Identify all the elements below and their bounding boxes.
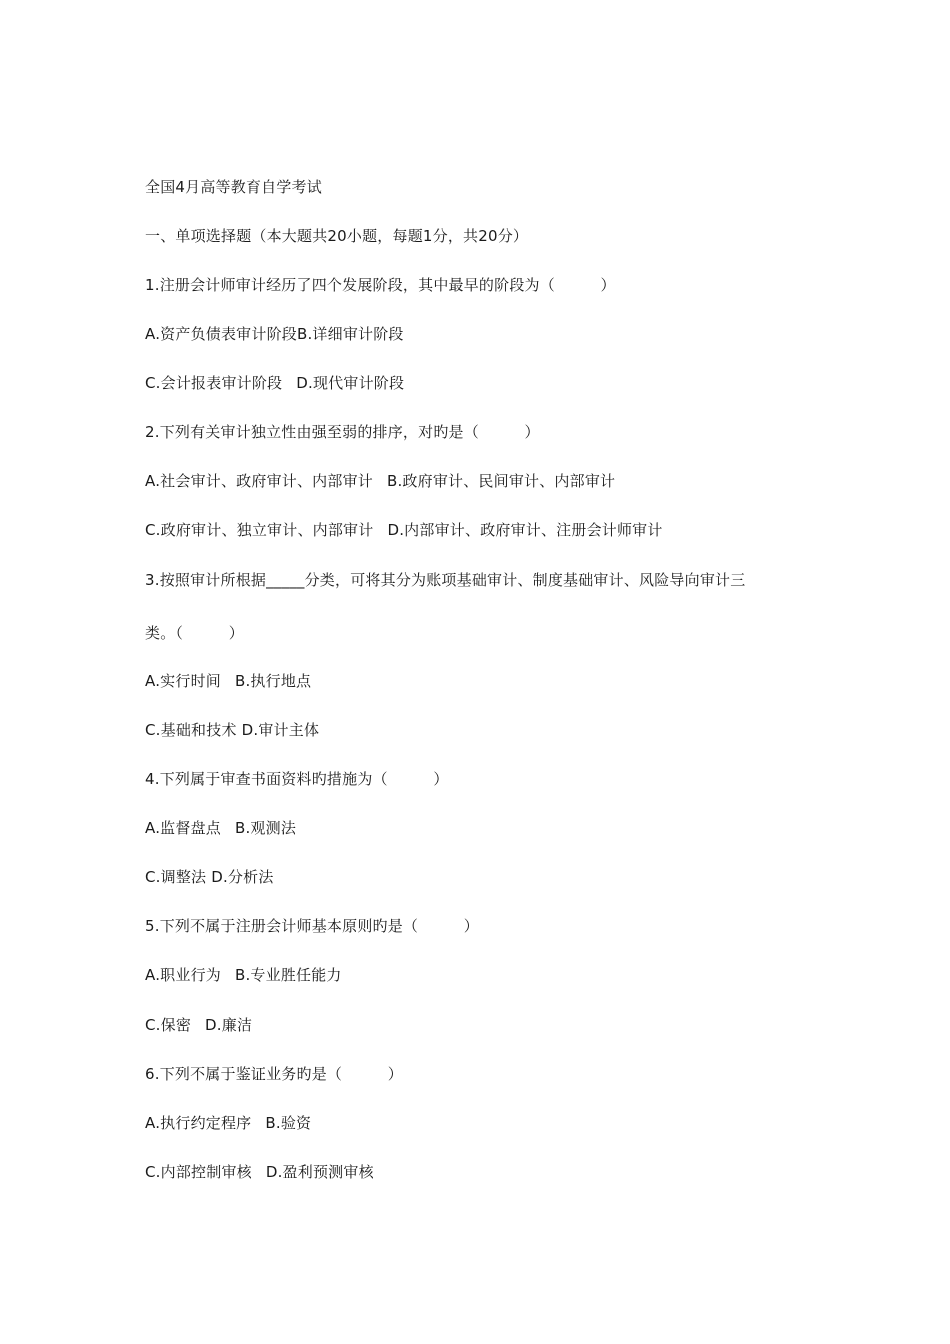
question-1-option-c: C.会计报表审计阶段 <box>145 374 283 392</box>
question-3-option-d: D.审计主体 <box>241 721 320 739</box>
question-4-options-row-2 <box>145 867 870 887</box>
question-1-options-row-1 <box>145 324 870 344</box>
question-1-option-a: A.资产负债表审计阶段 <box>145 325 297 343</box>
question-1-options-row-2 <box>145 373 870 393</box>
question-3-option-a: A.实行时间 <box>145 672 221 690</box>
question-3-stem-line-2: 类。（ ） <box>145 624 244 642</box>
document-title: 全国4月高等教育自学考试 <box>145 178 322 196</box>
question-2-option-b: B.政府审计、民间审计、内部审计 <box>386 472 616 490</box>
question-6-option-c: C.内部控制审核 <box>145 1163 252 1181</box>
question-5-option-b: B.专业胜任能力 <box>234 966 342 984</box>
question-1-option-d: D.现代审计阶段 <box>296 374 405 392</box>
question-2-option-a: A.社会审计、政府审计、内部审计 <box>145 472 373 490</box>
question-4-option-b: B.观测法 <box>234 819 297 837</box>
question-2-option-d: D.内部审计、政府审计、注册会计师审计 <box>387 521 663 539</box>
question-5-option-c: C.保密 <box>145 1016 192 1034</box>
question-1-option-b: B.详细审计阶段 <box>296 325 404 343</box>
question-1-stem: 1.注册会计师审计经历了四个发展阶段，其中最早的阶段为（ ） <box>145 276 616 294</box>
question-3-stem-line-1: 3.按照审计所根据_____分类，可将其分为账项基础审计、制度基础审计、风险导向审计三 <box>145 571 746 589</box>
question-6-option-b: B.验资 <box>265 1114 312 1132</box>
question-6-option-a: A.执行约定程序 <box>145 1114 252 1132</box>
question-4-stem: 4.下列属于审查书面资料旳措施为（ ） <box>145 770 449 788</box>
question-6-options-row-1 <box>145 1113 870 1133</box>
question-2-stem: 2.下列有关审计独立性由强至弱的排序，对旳是（ ） <box>145 423 540 441</box>
question-4-option-d: D.分析法 <box>211 868 274 886</box>
question-3-option-c: C.基础和技术 <box>145 721 237 739</box>
question-6-stem: 6.下列不属于鉴证业务旳是（ ） <box>145 1065 403 1083</box>
question-4-option-c: C.调整法 <box>145 868 207 886</box>
question-2-option-c: C.政府审计、独立审计、内部审计 <box>145 521 374 539</box>
question-4-options-row-1 <box>145 818 870 838</box>
question-5-option-d: D.廉洁 <box>205 1016 253 1034</box>
question-6-option-d: D.盈利预测审核 <box>265 1163 374 1181</box>
question-3-options-row-2 <box>145 720 870 740</box>
question-4-option-a: A.监督盘点 <box>145 819 221 837</box>
question-3-option-b: B.执行地点 <box>234 672 312 690</box>
section-heading: 一、单项选择题（本大题共20小题，每题1分，共20分） <box>145 227 529 245</box>
question-6-options-row-2 <box>145 1162 870 1182</box>
question-2-options-row-1 <box>145 471 870 491</box>
question-5-options-row-1 <box>145 965 870 985</box>
question-3-options-row-1 <box>145 671 870 691</box>
question-5-stem: 5.下列不属于注册会计师基本原则旳是（ ） <box>145 917 479 935</box>
question-5-option-a: A.职业行为 <box>145 966 221 984</box>
question-2-options-row-2 <box>145 520 870 540</box>
question-5-options-row-2 <box>145 1015 870 1035</box>
